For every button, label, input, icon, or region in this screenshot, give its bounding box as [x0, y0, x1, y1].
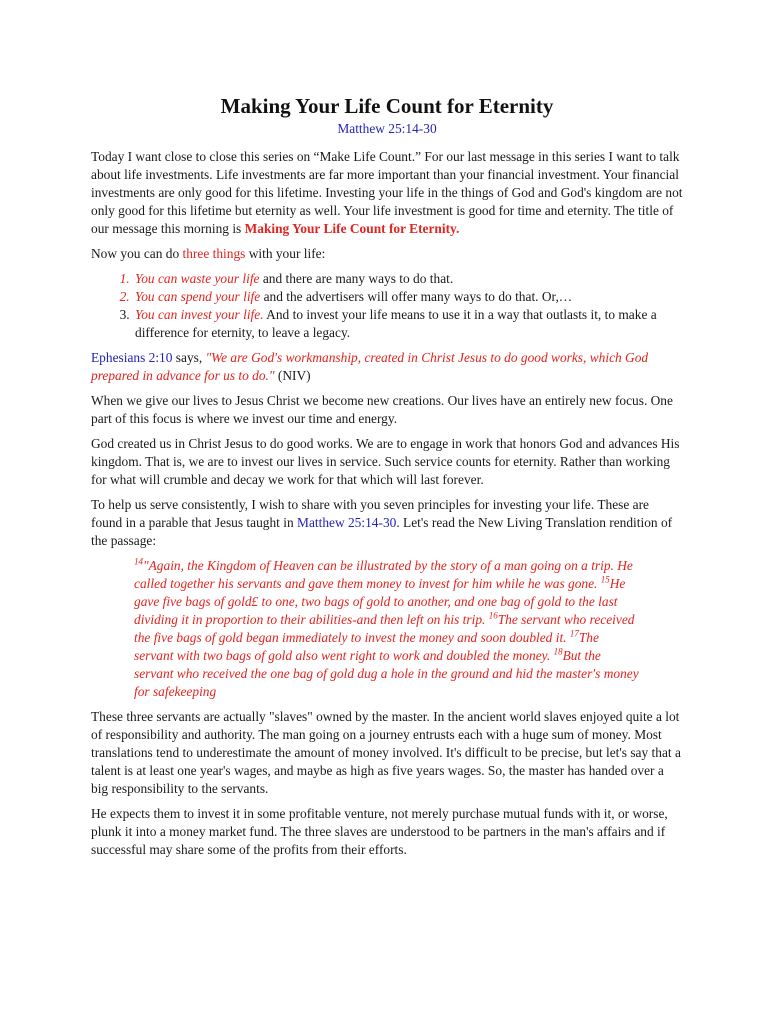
list-item-highlight: You can spend your life: [135, 289, 261, 304]
page-title: Making Your Life Count for Eternity: [220, 94, 554, 118]
help-serve-before: To help us serve consistently, I wish to share with you seven principles for investing your life. These are found in a parable that Jesus taught in: [91, 497, 649, 530]
intro-paragraph: [91, 148, 683, 238]
three-things-highlight: three things: [182, 246, 246, 261]
three-things-after: with your life:: [245, 246, 326, 261]
verse-text: The servant with two bags of gold also went right to work and doubled the money.: [134, 630, 599, 663]
intro-text: Today I want close to close this series on “Make Life Count.” For our last message in this series I want to talk about life investments. Life investments are far more important than your financial investment. Your financial investments are only good for this lifetime. Investing your life in the things of God and God's kingdom are not only good for this lifetime but eternity as well. Your life investment is good for time and eternity. The title of our message this morning is: [91, 149, 683, 236]
list-item: [133, 288, 683, 306]
verse-text: The servant who received the five bags of gold began immediately to invest the money and soon doubled it.: [134, 612, 635, 645]
ephesians-says: says,: [172, 350, 206, 365]
expects-paragraph: He expects them to invest it in some profitable venture, not merely purchase mutual funds with it, or worse, plunk it into a money market fund. The three slaves are understood to be partners in the man's affairs and if successful may share some of the profits from their efforts.: [91, 806, 668, 857]
intro-highlight: Making Your Life Count for Eternity.: [244, 221, 460, 236]
verse-text: But the servant who received the one bag of gold dug a hole in the ground and hid the master's money for safekeeping: [134, 648, 639, 699]
verse-text: He gave five bags of gold£ to one, two bags of gold to another, and one bag of gold to the last dividing it in proportion to their abilities-and then left on his trip.: [134, 576, 626, 627]
list-item-highlight: You can invest your life.: [135, 307, 264, 322]
slaves-paragraph: These three servants are actually "slaves" owned by the master. In the ancient world slaves enjoyed quite a lot of responsibility and authority. The man going on a journey entrusts each with a huge sum of money. Most translations tend to underestimate the amount of money involved. It's difficult to be precise, but let's say that a talent is at least one year's wages, and maybe as high as five years wages. So, the master has handed over a big responsibility to the servants.: [91, 709, 681, 796]
created-paragraph: God created us in Christ Jesus to do good works. We are to engage in work that honors God and advances His kingdom. That is, we are to invest our lives in service. Such service counts for eternity. Rather than working for what will crumble and decay we work for that which will last forever.: [91, 436, 680, 487]
numbered-list: [91, 270, 683, 342]
list-item-text: and there are many ways to do that.: [259, 271, 454, 286]
list-item-text: and the advertisers will offer many ways to do that. Or,…: [260, 289, 573, 304]
new-creations-paragraph: When we give our lives to Jesus Christ we become new creations. Our lives have an entirely new focus. One part of this focus is where we invest our time and energy.: [91, 393, 673, 426]
scripture-reference: Matthew 25:14-30: [337, 121, 437, 136]
verse-number: 16: [488, 610, 498, 621]
verse-number: 18: [553, 646, 563, 657]
list-item: [133, 306, 683, 342]
help-serve-reference: Matthew 25:14-30: [297, 515, 397, 530]
verse-number: 15: [600, 574, 610, 585]
ephesians-version: (NIV): [274, 368, 311, 383]
ephesians-paragraph: [91, 349, 683, 385]
passage-quote: [134, 557, 639, 701]
verse-number: 14: [134, 556, 143, 567]
verse-text: "Again, the Kingdom of Heaven can be illustrated by the story of a man going on a trip. He called together his servants and gave them money to invest for him while he was gone.: [134, 558, 633, 591]
help-serve-paragraph: [91, 496, 683, 550]
list-item-highlight: You can waste your life: [135, 271, 260, 286]
list-item: [133, 270, 683, 288]
list-item-text: And to invest your life means to use it in a way that outlasts it, to make a difference for eternity, to leave a legacy.: [135, 307, 657, 340]
three-things-before: Now you can do: [91, 246, 183, 261]
three-things-paragraph: [91, 245, 683, 263]
ephesians-quote: "We are God's workmanship, created in Christ Jesus to do good works, which God prepared in advance for us to do.": [91, 350, 649, 383]
help-serve-after: . Let's read the New Living Translation rendition of the passage:: [91, 515, 673, 548]
document-page: [91, 92, 683, 866]
ephesians-reference: Ephesians 2:10: [91, 350, 173, 365]
verse-number: 17: [569, 628, 579, 639]
